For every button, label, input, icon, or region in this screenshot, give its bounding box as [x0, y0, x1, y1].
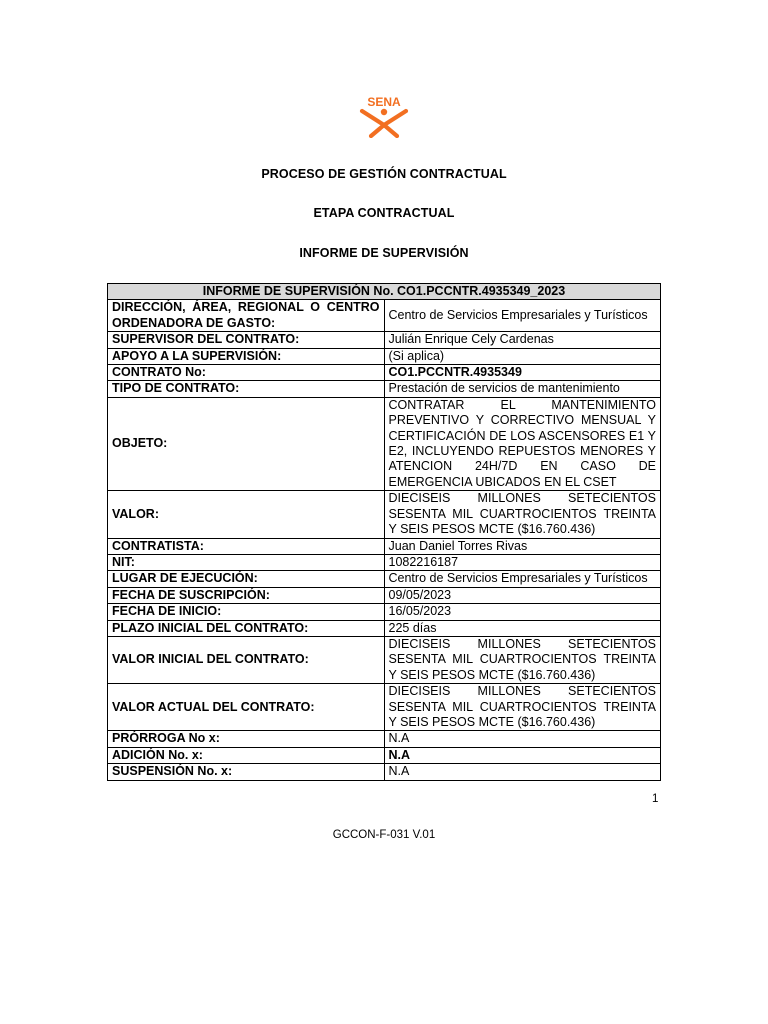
supervision-report-table [107, 283, 661, 781]
row-label-contratista: CONTRATISTA: [108, 538, 385, 554]
table-row [108, 538, 661, 554]
table-row [108, 747, 661, 763]
table-row [108, 381, 661, 397]
row-label-objeto: OBJETO: [108, 397, 385, 490]
row-label-nit: NIT: [108, 554, 385, 570]
row-label-prorroga: PRÓRROGA No x: [108, 731, 385, 747]
table-row [108, 764, 661, 780]
table-row [108, 348, 661, 364]
table-title: INFORME DE SUPERVISIÓN No. CO1.PCCNTR.4935349_2023 [108, 284, 661, 300]
row-value-valor-actual: DIECISEIS MILLONES SETECIENTOS SESENTA MIL CUARTROCIENTOS TREINTA Y SEIS PESOS MCTE ($16.760.436) [384, 684, 661, 731]
row-value-apoyo: (Si aplica) [384, 348, 661, 364]
row-value-lugar: Centro de Servicios Empresariales y Turísticos [384, 571, 661, 587]
row-value-nit: 1082216187 [384, 554, 661, 570]
row-value-suspension: N.A [384, 764, 661, 780]
row-label-valor: VALOR: [108, 491, 385, 538]
row-value-plazo: 225 días [384, 620, 661, 636]
row-label-contrato: CONTRATO No: [108, 365, 385, 381]
row-value-fecha-suscripcion: 09/05/2023 [384, 587, 661, 603]
page-number: 1 [652, 793, 659, 805]
row-value-contrato: CO1.PCCNTR.4935349 [384, 365, 661, 381]
table-row [108, 332, 661, 348]
row-value-direccion: Centro de Servicios Empresariales y Turísticos [384, 300, 661, 332]
table-row [108, 684, 661, 731]
row-label-fecha-suscripcion: FECHA DE SUSCRIPCIÓN: [108, 587, 385, 603]
form-code: GCCON-F-031 V.01 [332, 829, 436, 841]
row-value-valor: DIECISEIS MILLONES SETECIENTOS SESENTA MIL CUARTROCIENTOS TREINTA Y SEIS PESOS MCTE ($16.760.436) [384, 491, 661, 538]
row-label-direccion: DIRECCIÓN, ÁREA, REGIONAL O CENTRO ORDENADORA DE GASTO: [108, 300, 385, 332]
row-label-apoyo: APOYO A LA SUPERVISIÓN: [108, 348, 385, 364]
table-row [108, 604, 661, 620]
row-label-suspension: SUSPENSIÓN No. x: [108, 764, 385, 780]
row-value-fecha-inicio: 16/05/2023 [384, 604, 661, 620]
table-row [108, 731, 661, 747]
row-label-fecha-inicio: FECHA DE INICIO: [108, 604, 385, 620]
row-value-contratista: Juan Daniel Torres Rivas [384, 538, 661, 554]
row-value-prorroga: N.A [384, 731, 661, 747]
row-value-supervisor: Julián Enrique Cely Cardenas [384, 332, 661, 348]
table-row [108, 300, 661, 332]
process-heading: PROCESO DE GESTIÓN CONTRACTUAL [261, 167, 507, 181]
table-row [108, 587, 661, 603]
row-value-valor-inicial: DIECISEIS MILLONES SETECIENTOS SESENTA MIL CUARTROCIENTOS TREINTA Y SEIS PESOS MCTE ($16.760.436) [384, 636, 661, 683]
table-row [108, 491, 661, 538]
row-value-adicion: N.A [384, 747, 661, 763]
row-label-plazo: PLAZO INICIAL DEL CONTRATO: [108, 620, 385, 636]
table-row [108, 571, 661, 587]
row-label-supervisor: SUPERVISOR DEL CONTRATO: [108, 332, 385, 348]
table-row [108, 365, 661, 381]
row-label-valor-inicial: VALOR INICIAL DEL CONTRATO: [108, 636, 385, 683]
row-label-lugar: LUGAR DE EJECUCIÓN: [108, 571, 385, 587]
stage-heading: ETAPA CONTRACTUAL [313, 206, 455, 220]
row-value-objeto: CONTRATAR EL MANTENIMIENTO PREVENTIVO Y CORRECTIVO MENSUAL Y CERTIFICACIÓN DE LOS ASCENSORES E1 Y E2, INCLUYENDO REPUESTOS MENORES Y ATENCION 24H/7D EN CASO DE EMERGENCIA UBICADOS EN EL CSET [384, 397, 661, 490]
row-label-tipo: TIPO DE CONTRATO: [108, 381, 385, 397]
row-label-adicion: ADICIÓN No. x: [108, 747, 385, 763]
row-value-tipo: Prestación de servicios de mantenimiento [384, 381, 661, 397]
table-row [108, 620, 661, 636]
table-row [108, 636, 661, 683]
table-row [108, 397, 661, 490]
table-row [108, 554, 661, 570]
sena-logo [355, 94, 413, 138]
report-heading: INFORME DE SUPERVISIÓN [299, 246, 469, 260]
row-label-valor-actual: VALOR ACTUAL DEL CONTRATO: [108, 684, 385, 731]
sena-logo-text: SENA [367, 95, 401, 109]
